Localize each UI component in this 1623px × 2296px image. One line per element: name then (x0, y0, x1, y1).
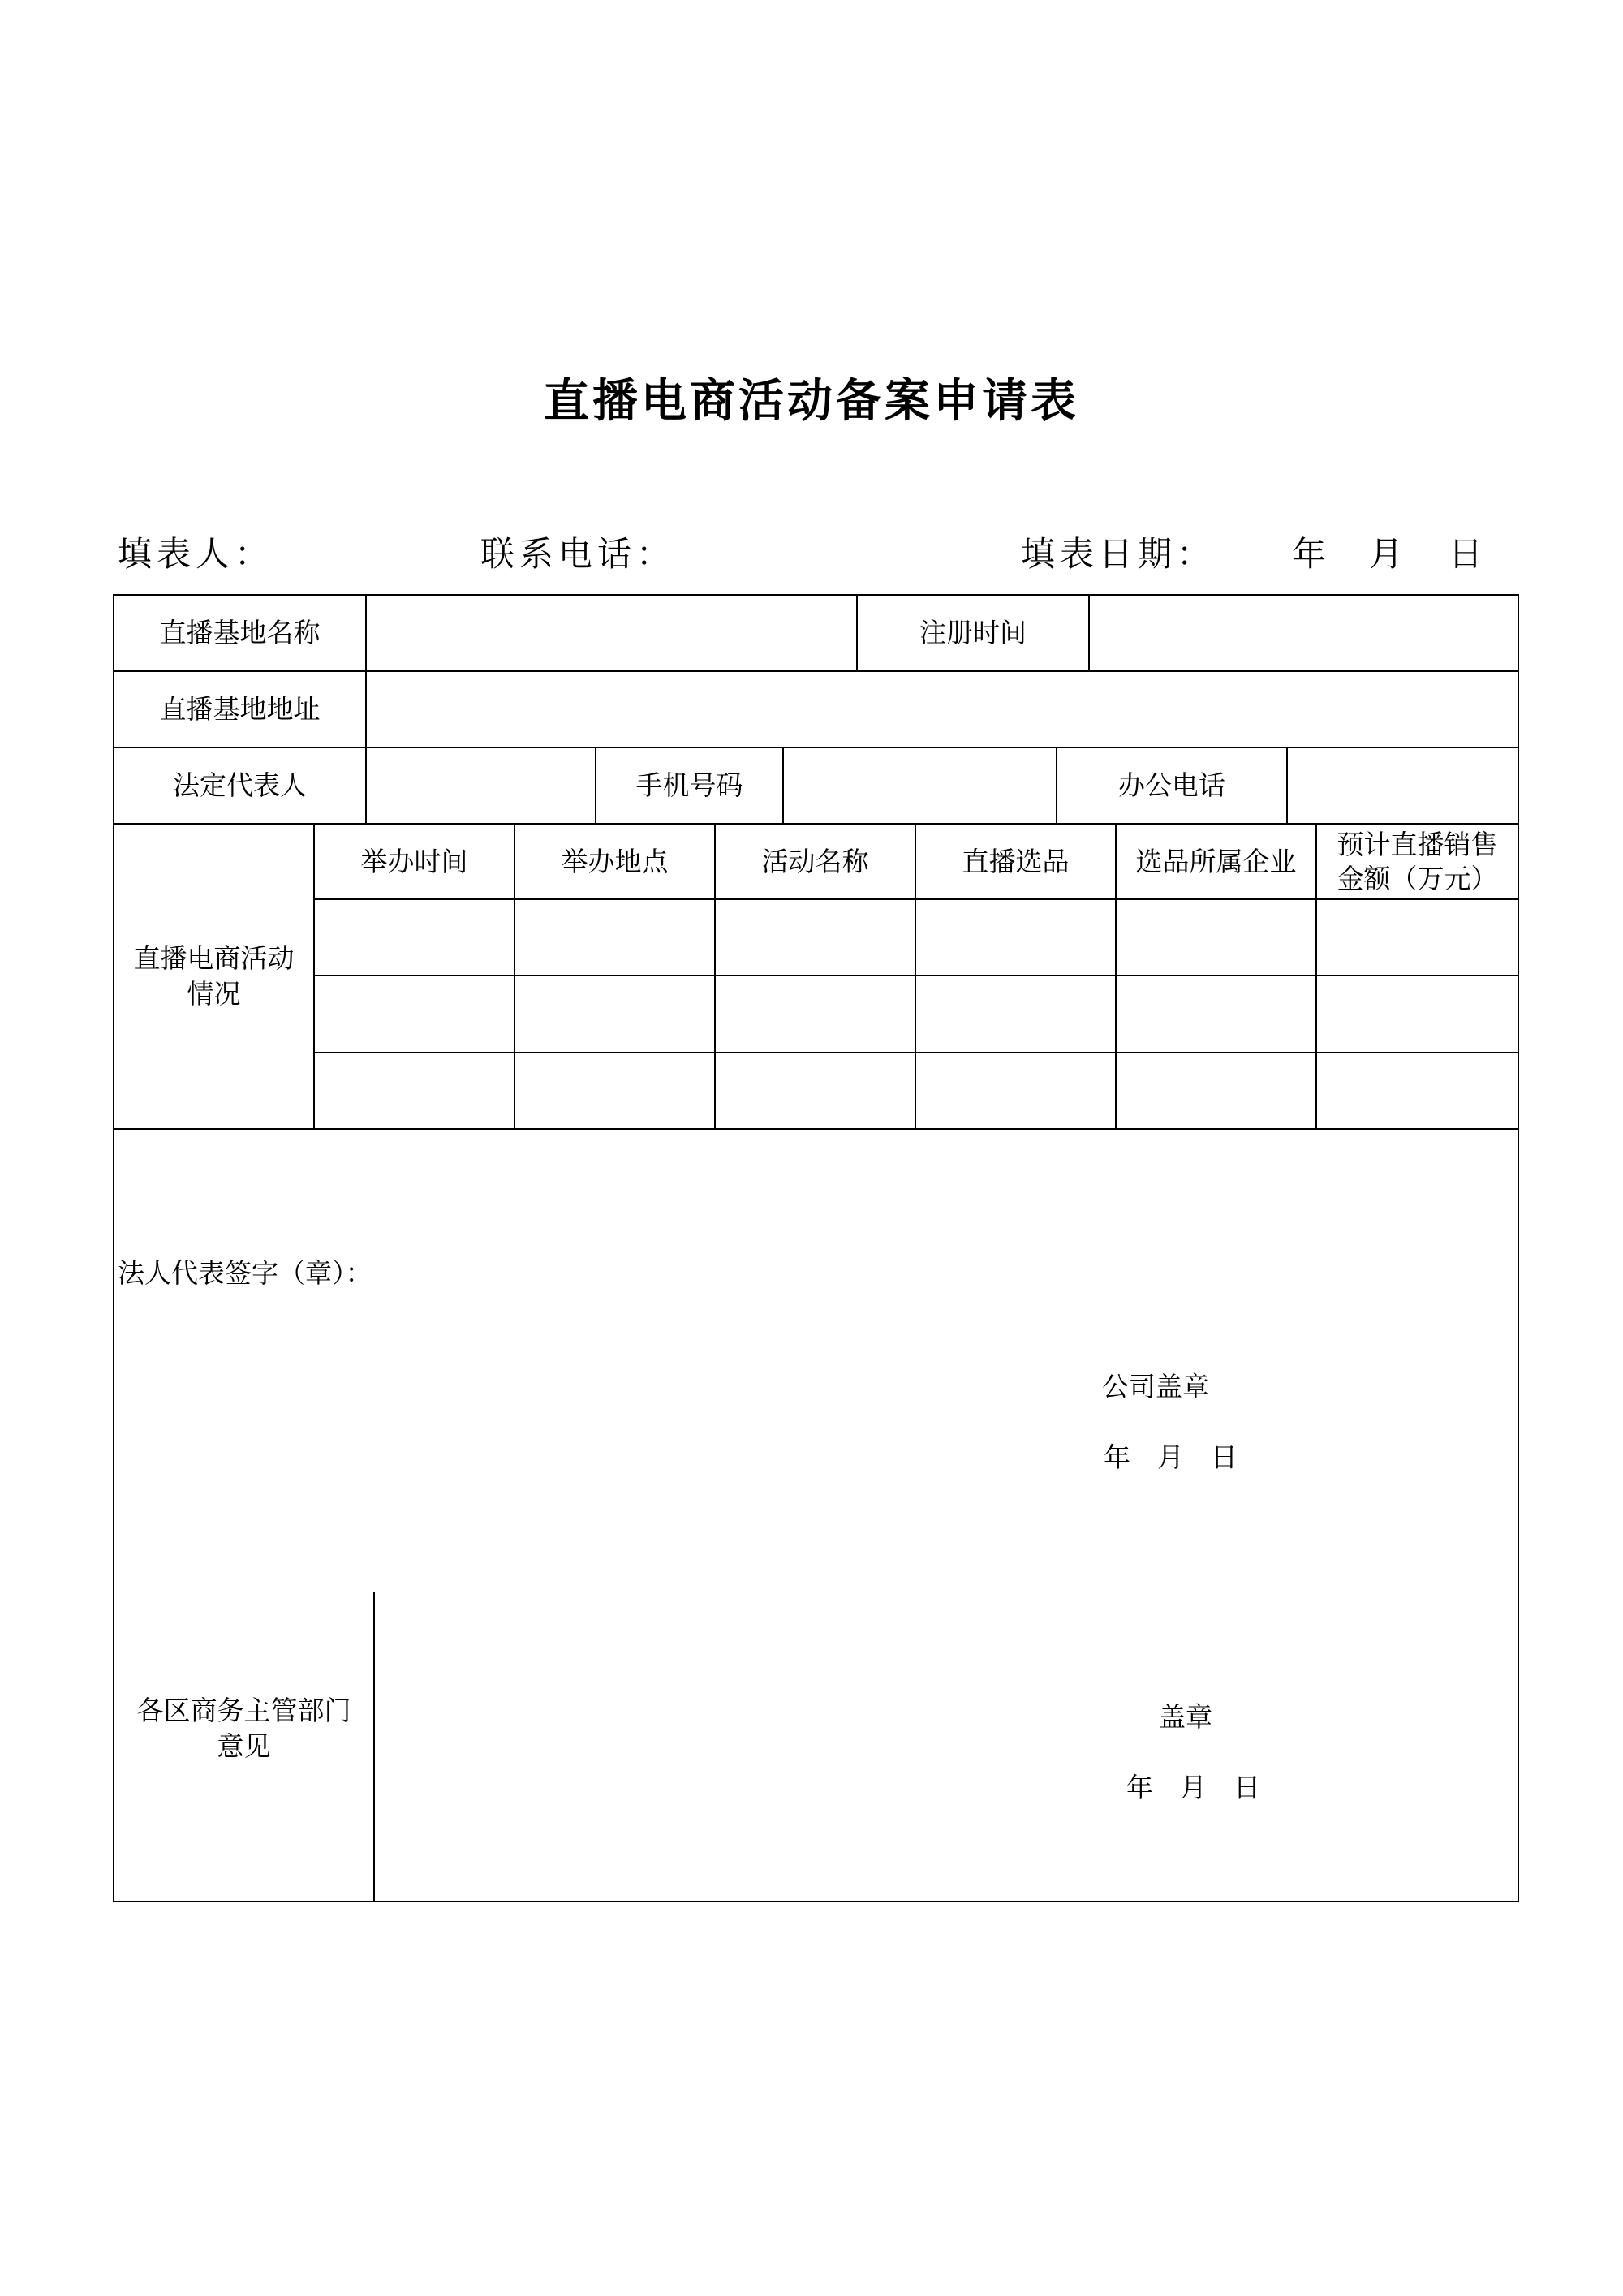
reg-time-field[interactable] (1090, 596, 1518, 670)
activity-cell[interactable] (1117, 1053, 1315, 1128)
mobile-label: 手机号码 (635, 769, 743, 801)
activity-cell[interactable] (916, 900, 1115, 975)
activity-cell[interactable] (1117, 976, 1315, 1052)
activity-cell[interactable] (1117, 900, 1315, 975)
activity-cell[interactable] (515, 1053, 714, 1128)
activity-cell[interactable] (1317, 976, 1518, 1052)
base-name-field[interactable] (367, 596, 856, 670)
activity-cell[interactable] (716, 1053, 915, 1128)
col-header-product-company: 选品所属企业 (1135, 845, 1297, 877)
date-month: 月 (1369, 534, 1404, 574)
col-header-expected-sales-line1: 预计直播销售 (1337, 828, 1498, 860)
company-seal-label: 公司盖章 (1102, 1371, 1209, 1402)
activity-cell[interactable] (1317, 900, 1518, 975)
date-day: 日 (1449, 534, 1483, 574)
date-label: 填表日期： (1021, 534, 1216, 574)
activity-cell[interactable] (716, 900, 915, 975)
activity-section-label-line2: 情况 (187, 978, 241, 1010)
company-seal-date: 年 月 日 (1104, 1441, 1238, 1473)
district-seal-label: 盖章 (1159, 1701, 1212, 1733)
base-address-field[interactable] (367, 672, 1518, 747)
legal-sign-label: 法人代表签字（章）： (118, 1257, 372, 1289)
col-header-activity-name: 活动名称 (761, 845, 869, 877)
office-phone-label: 办公电话 (1118, 769, 1225, 801)
legal-rep-field[interactable] (367, 748, 595, 823)
activity-cell[interactable] (315, 900, 514, 975)
col-header-location: 举办地点 (561, 845, 669, 877)
district-seal-date: 年 月 日 (1126, 1772, 1260, 1803)
grid-line (113, 1128, 1519, 1130)
activity-cell[interactable] (1317, 1053, 1518, 1128)
activity-cell[interactable] (716, 976, 915, 1052)
activity-cell[interactable] (515, 900, 714, 975)
district-opinion-label-line2: 意见 (217, 1730, 271, 1762)
activity-section-label (114, 825, 313, 1128)
filler-label: 填表人： (118, 534, 274, 574)
col-header-products: 直播选品 (962, 845, 1070, 877)
district-opinion-label-line1: 各区商务主管部门 (136, 1695, 351, 1726)
grid-line (113, 1901, 1519, 1902)
grid-line (373, 1592, 375, 1902)
district-opinion-label (114, 1688, 373, 1769)
activity-section-label-line1: 直播电商活动 (133, 942, 295, 974)
activity-cell[interactable] (315, 1053, 514, 1128)
activity-cell[interactable] (515, 976, 714, 1052)
base-address-label: 直播基地地址 (159, 693, 321, 725)
mobile-field[interactable] (784, 748, 1056, 823)
office-phone-field[interactable] (1288, 748, 1518, 823)
phone-label: 联系电话： (480, 534, 676, 574)
reg-time-label: 注册时间 (919, 617, 1027, 648)
activity-cell[interactable] (315, 976, 514, 1052)
legal-rep-label: 法定代表人 (173, 769, 307, 801)
col-header-time: 举办时间 (360, 845, 468, 877)
date-year: 年 (1292, 534, 1327, 574)
base-name-label: 直播基地名称 (159, 617, 321, 648)
activity-cell[interactable] (916, 976, 1115, 1052)
col-header-expected-sales (1317, 825, 1518, 898)
col-header-expected-sales-line2: 金额（万元） (1337, 862, 1498, 894)
page-title: 直播电商活动备案申请表 (544, 374, 1079, 428)
activity-cell[interactable] (916, 1053, 1115, 1128)
grid-line (1518, 594, 1519, 1902)
